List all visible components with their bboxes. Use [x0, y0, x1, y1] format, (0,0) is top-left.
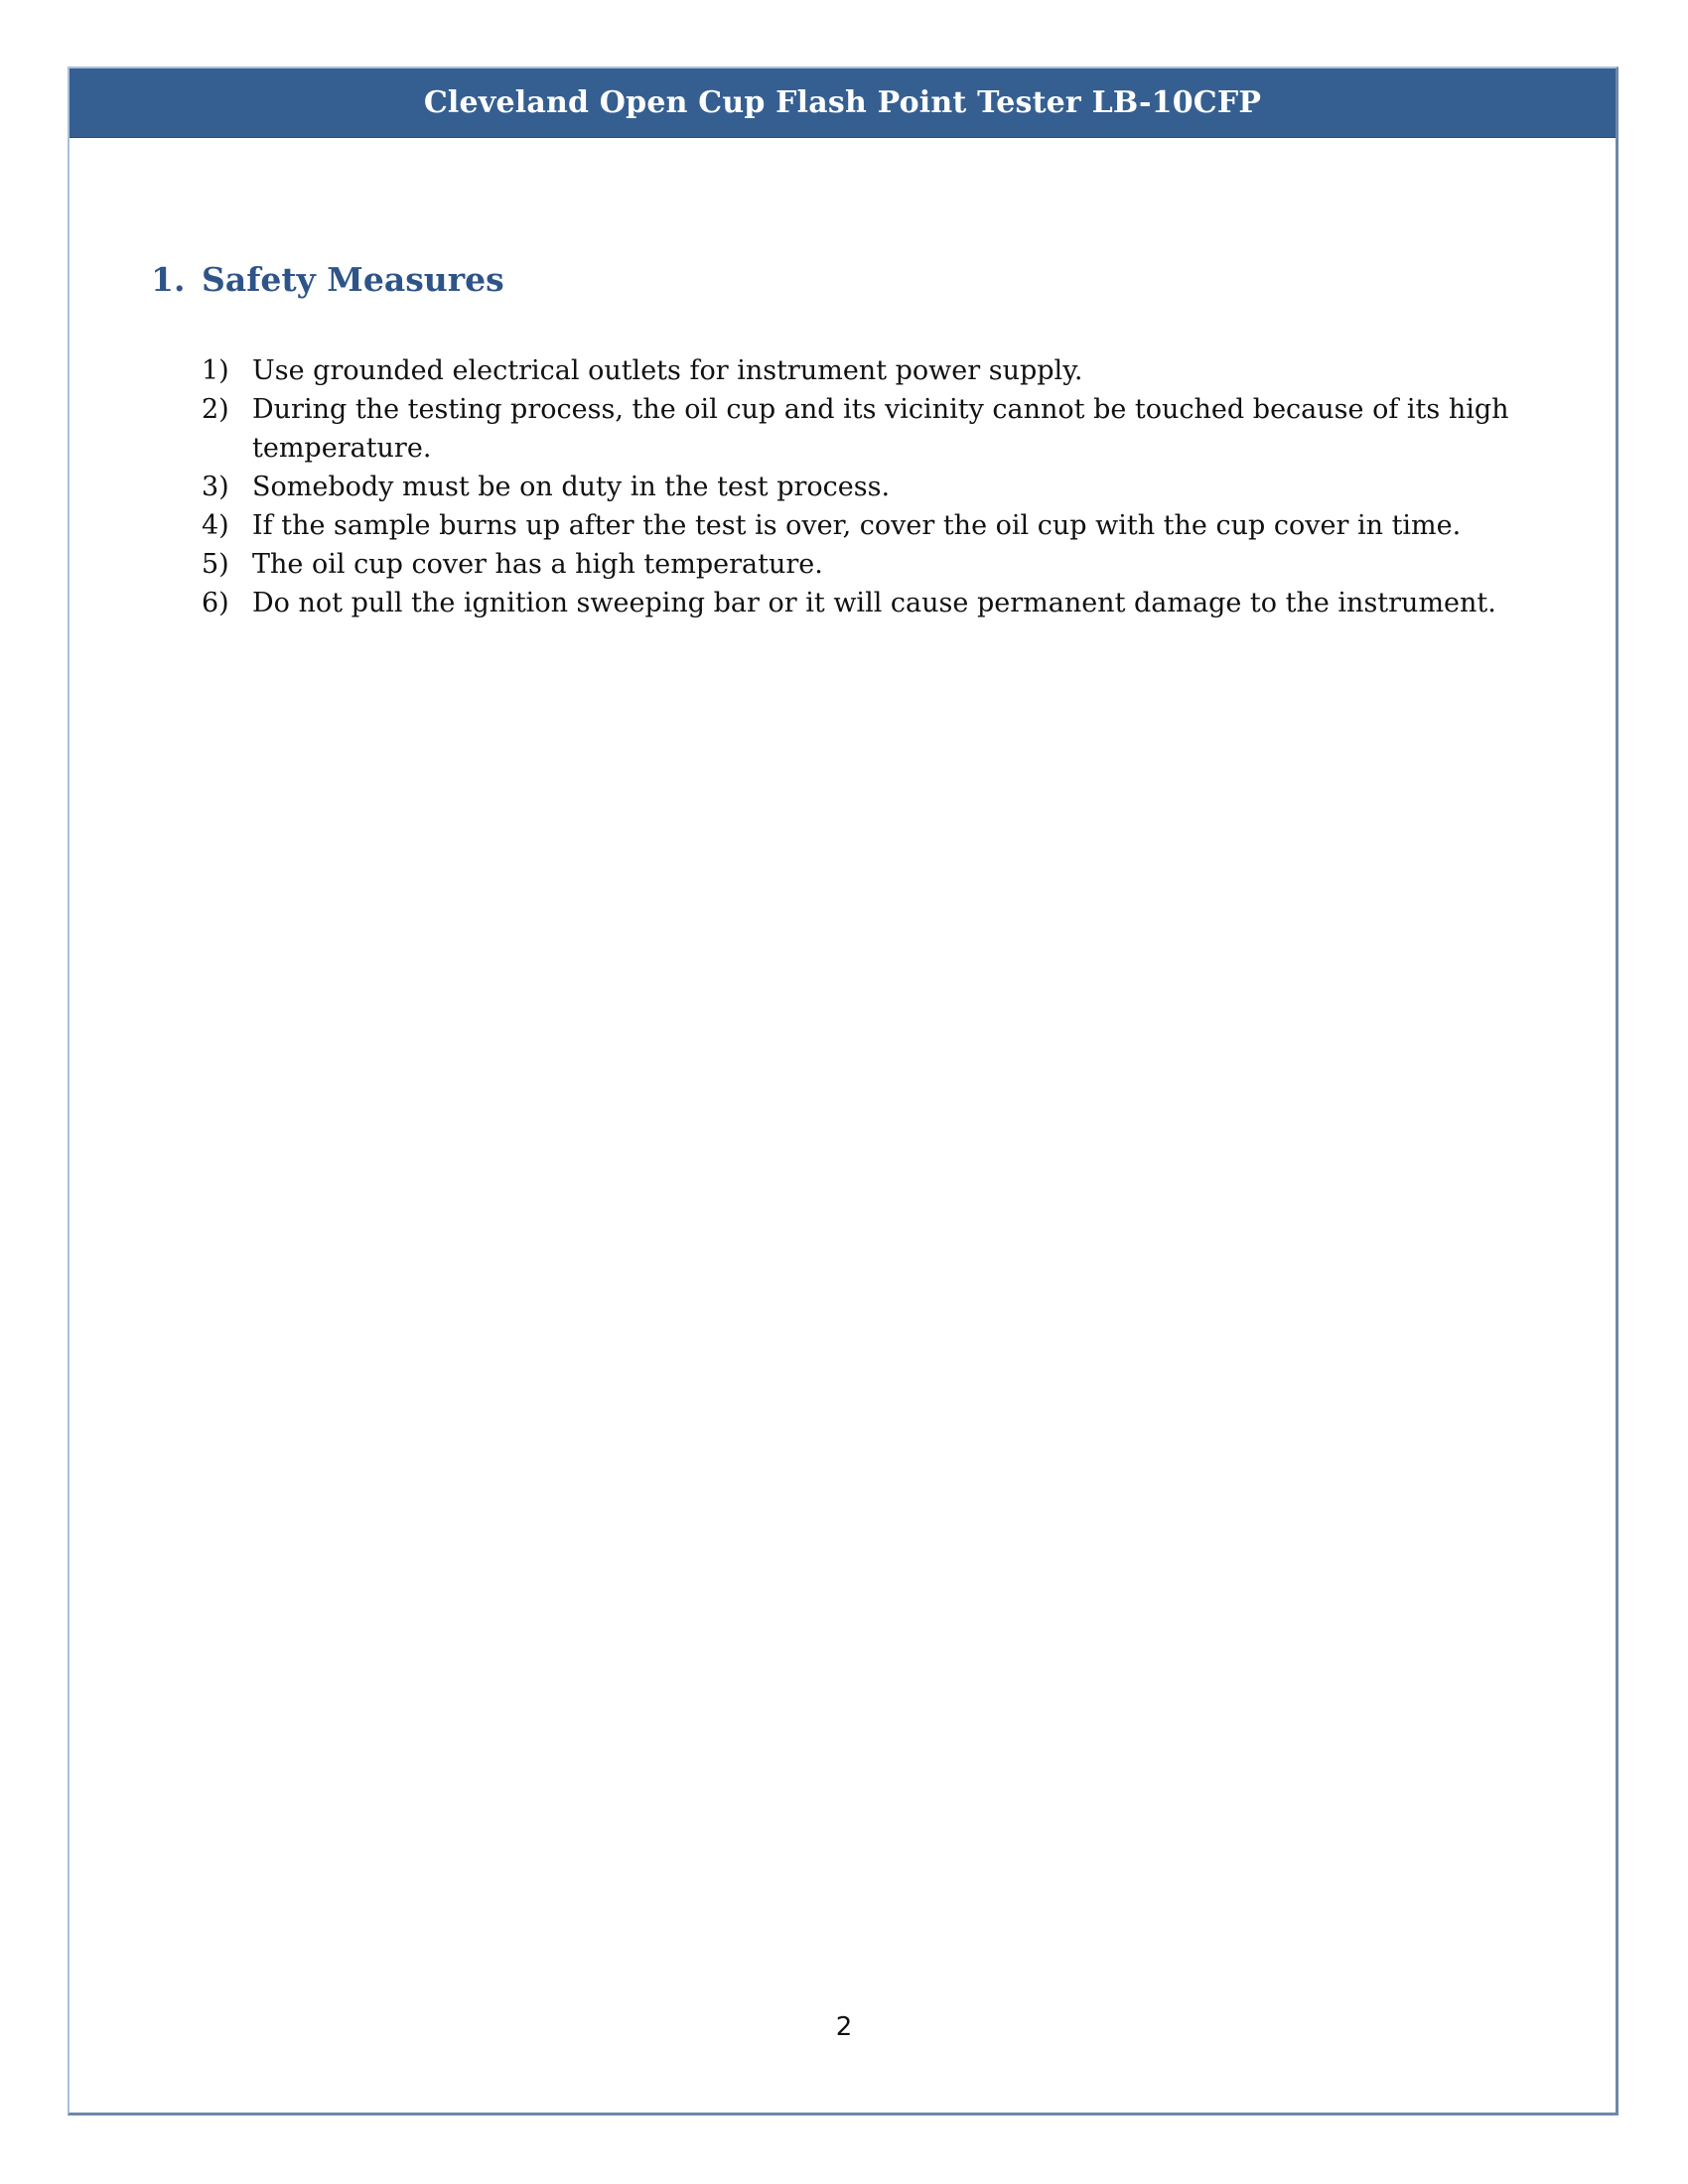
page-number: 2 — [835, 2012, 853, 2042]
list-item-text: The oil cup cover has a high temperature. — [252, 549, 823, 580]
list-item-marker: 6) — [202, 588, 229, 618]
list-item — [202, 351, 1552, 390]
list-item — [202, 584, 1552, 622]
list-item-text: During the testing process, the oil cup and its vicinity cannot be touched because of its high temperature. — [252, 394, 1509, 464]
document-title: Cleveland Open Cup Flash Point Tester LB-10CFP — [423, 85, 1262, 120]
section-title: Safety Measures — [202, 260, 504, 299]
list-item-text: Somebody must be on duty in the test process. — [252, 472, 891, 502]
list-item-marker: 2) — [202, 394, 229, 425]
list-item-text: Use grounded electrical outlets for instrument power supply. — [252, 355, 1083, 386]
list-item-marker: 4) — [202, 510, 229, 541]
header-bar — [70, 68, 1616, 138]
safety-measures-list — [202, 351, 1552, 622]
list-item-text: Do not pull the ignition sweeping bar or it will cause permanent damage to the instrument. — [252, 588, 1496, 618]
section-heading — [151, 260, 504, 299]
list-item — [202, 506, 1552, 545]
list-item-marker: 1) — [202, 355, 229, 386]
list-item — [202, 468, 1552, 506]
list-item — [202, 390, 1552, 468]
section-number: 1. — [151, 260, 186, 299]
list-item-marker: 3) — [202, 472, 229, 502]
list-item-text: If the sample burns up after the test is over, cover the oil cup with the cup cover in time. — [252, 510, 1462, 541]
list-item — [202, 545, 1552, 584]
list-item-marker: 5) — [202, 549, 229, 580]
